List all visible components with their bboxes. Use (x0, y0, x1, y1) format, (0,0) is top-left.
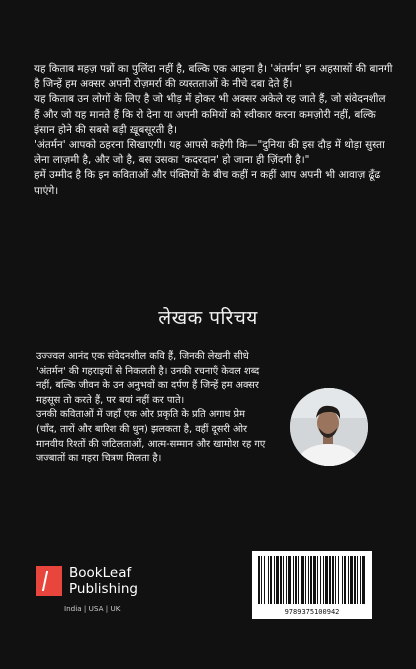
publisher-name (69, 565, 138, 597)
blurb (34, 62, 394, 199)
author-bio-paragraph: उनकी कविताओं में जहाँ एक ओर प्रकृति के प्रति अगाध प्रेम (चाँद, तारों और बारिश की धुन) झलकता है, वहीं दूसरी ओर मानवीय रिश्तों की जटिलताओं, आत्म-सम्मान और खामोश रह गए जज्बातों का गहरा चित्रण मिलता है। (36, 409, 266, 465)
publisher-regions: India | USA | UK (64, 604, 121, 613)
bookleaf-logo-icon (36, 566, 62, 596)
publisher-name-line2: Publishing (69, 581, 138, 597)
blurb-paragraph: 'अंतर्मन' आपको ठहरना सिखाएगी। यह आपसे कहेगी कि—"दुनिया की इस दौड़ में थोड़ा सुस्ता लेना लाज़मी है, और जो है, बस उसका 'कदरदान' हो जाना ही ज़िंदगी है।" (34, 139, 385, 167)
publisher-logo (36, 565, 138, 597)
blurb-paragraph: हमें उम्मीद है कि इन कविताओं और पंक्तियों के बीच कहीं न कहीं आप अपनी भी आवाज़ ढूँढ पाएंगे। (34, 169, 381, 197)
author-photo (290, 388, 368, 466)
author-bio-paragraph: उज्ज्वल आनंद एक संवेदनशील कवि हैं, जिनकी लेखनी सीधे 'अंतर्मन' की गहराइयों से निकलती है। उनकी रचनाएँ केवल शब्द नहीं, बल्कि जीवन के उन अनुभवों का दर्पण हैं जिन्हें हम अक्सर महसूस तो करते हैं, पर बयां नहीं कर पाते। (36, 351, 260, 406)
isbn-number: 9789375100942 (284, 608, 340, 616)
blurb-paragraph: यह किताब महज़ पन्नों का पुलिंदा नहीं है, बल्कि एक आइना है। 'अंतर्मन' इन अहसासों की बानगी है जिन्हें हम अक्सर अपनी रोज़मर्रा की व्यस्तताओं के नीचे दबा देते हैं। (34, 63, 393, 91)
author-portrait-icon (290, 388, 368, 466)
isbn-barcode (252, 551, 372, 619)
author-heading: लेखक परिचय (158, 307, 258, 329)
author-bio (36, 350, 268, 467)
publisher-name-line1: BookLeaf (69, 565, 132, 581)
blurb-paragraph: यह किताब उन लोगों के लिए है जो भीड़ में होकर भी अक्सर अकेले रह जाते हैं, जो संवेदनशील हैं और जो यह मानते हैं कि रो देना या अपनी कमियों को स्वीकार करना कमज़ोरी नहीं, बल्कि इंसान होने की सबसे बड़ी ख़ूबसूरती है। (34, 93, 386, 136)
